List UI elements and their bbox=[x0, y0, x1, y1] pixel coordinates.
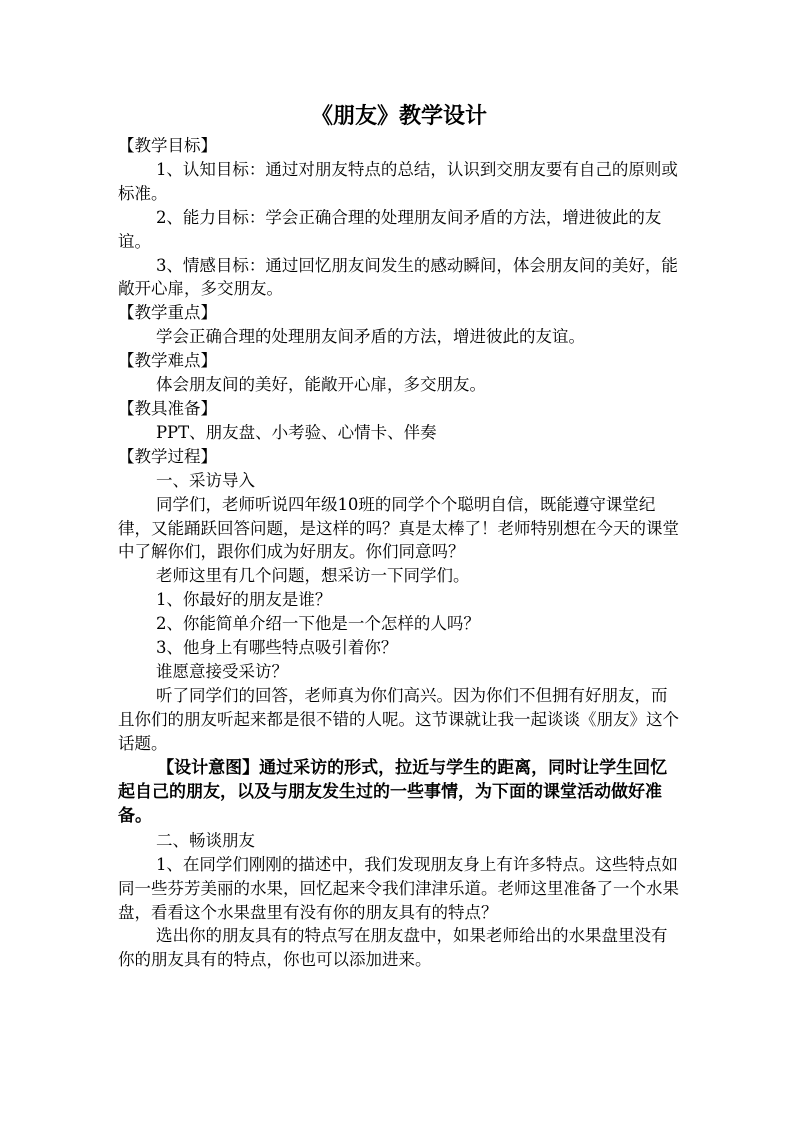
part1-paragraph-1: 同学们，老师听说四年级10班的同学个个聪明自信，既能遵守课堂纪律，又能踊跃回答问题，是这样的吗？真是太棒了！老师特别想在今天的课堂中了解你们，跟你们成为好朋友。你们同意吗？ bbox=[118, 494, 679, 562]
part1-paragraph-4: 听了同学们的回答，老师真为你们高兴。因为你们不但拥有好朋友，而且你们的朋友听起来都是很不错的人呢。这节课就让我一起谈谈《朋友》这个话题。 bbox=[118, 685, 679, 753]
part1-title: 一、采访导入 bbox=[155, 470, 255, 490]
question-1: 1、你最好的朋友是谁？ bbox=[155, 590, 332, 610]
design-intent: 【设计意图】通过采访的形式，拉近与学生的距离，同时让学生回忆起自己的朋友，以及与朋友发生过的一些事情，为下面的课堂活动做好准备。 bbox=[118, 757, 668, 827]
materials-text: PPT、朋友盘、小考验、心情卡、伴奏 bbox=[155, 422, 437, 442]
question-3: 3、他身上有哪些特点吸引着你？ bbox=[155, 638, 398, 658]
question-2: 2、你能简单介绍一下他是一个怎样的人吗？ bbox=[155, 614, 480, 634]
goal-cognitive: 1、认知目标：通过对朋友特点的总结，认识到交朋友要有自己的原则或标准。 bbox=[118, 159, 678, 203]
goal-emotion: 3、情感目标：通过回忆朋友间发生的感动瞬间，体会朋友间的美好，能敞开心扉，多交朋友。 bbox=[118, 255, 678, 299]
goals-heading: 【教学目标】 bbox=[118, 136, 217, 155]
document-title: 《朋友》教学设计 bbox=[310, 103, 487, 129]
key-text: 学会正确合理的处理朋友间矛盾的方法，增进彼此的友谊。 bbox=[155, 327, 585, 347]
process-heading: 【教学过程】 bbox=[118, 446, 217, 466]
materials-heading: 【教具准备】 bbox=[118, 398, 217, 418]
difficulty-text: 体会朋友间的美好，能敞开心扉，多交朋友。 bbox=[155, 375, 486, 395]
difficulty-heading: 【教学难点】 bbox=[118, 351, 217, 371]
key-heading: 【教学重点】 bbox=[118, 303, 217, 323]
part2-paragraph-2: 选出你的朋友具有的特点写在朋友盘中，如果老师给出的水果盘里没有你的朋友具有的特点，你也可以添加进来。 bbox=[118, 926, 668, 970]
goal-ability: 2、能力目标：学会正确合理的处理朋友间矛盾的方法，增进彼此的友谊。 bbox=[118, 207, 662, 251]
part2-title: 二、畅谈朋友 bbox=[155, 830, 255, 850]
part1-paragraph-2: 老师这里有几个问题，想采访一下同学们。 bbox=[155, 566, 470, 586]
part1-paragraph-3: 谁愿意接受采访？ bbox=[155, 661, 288, 681]
part2-paragraph-1: 1、在同学们刚刚的描述中，我们发现朋友身上有许多特点。这些特点如同一些芬芳美丽的水果，回忆起来令我们津津乐道。老师这里准备了一个水果盘，看看这个水果盘里有没有你的朋友具有的特点？ bbox=[118, 854, 679, 922]
document-page bbox=[118, 98, 680, 972]
